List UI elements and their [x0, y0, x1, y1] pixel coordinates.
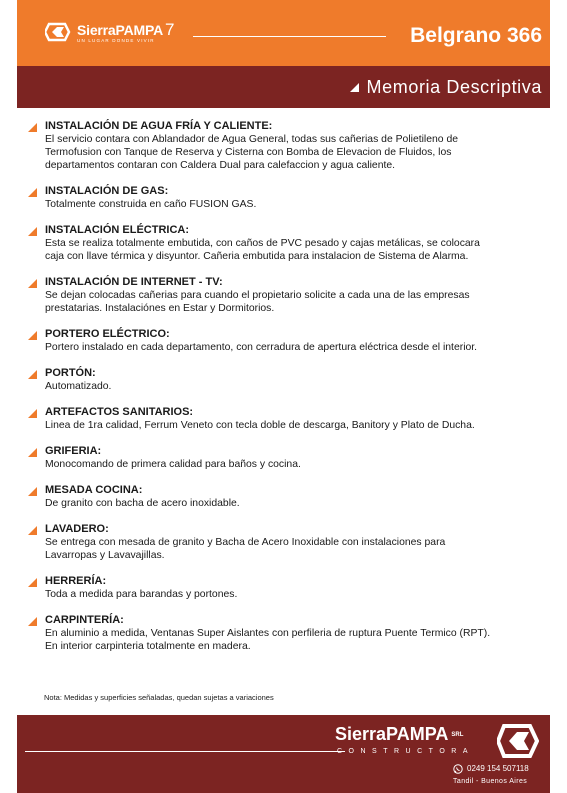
spec-item: [27, 445, 547, 471]
footer-band: [17, 715, 550, 793]
footer-brand-name: SierraPAMPA: [335, 724, 449, 744]
spec-item: [27, 575, 547, 601]
footer-city: Tandil - Buenos Aires: [453, 778, 528, 785]
spec-item: [27, 328, 547, 354]
document-page: [17, 0, 550, 793]
spec-item: [27, 120, 547, 172]
spec-item: [27, 367, 547, 393]
building-title: Belgrano 366: [410, 24, 542, 47]
spec-item: [27, 276, 547, 315]
whatsapp-icon: [453, 764, 463, 774]
triangle-bullet-icon: [28, 370, 37, 379]
footer-constructora: CONSTRUCTORA: [337, 748, 474, 755]
spec-item-title: PORTERO ELÉCTRICO:: [45, 328, 170, 340]
spec-item: [27, 484, 547, 510]
triangle-bullet-icon: [28, 487, 37, 496]
spec-item-title: PORTÓN:: [45, 367, 96, 379]
spec-item-title: GRIFERIA:: [45, 445, 102, 457]
spec-item-text: Monocomando de primera calidad para baños y cocina.: [45, 459, 301, 470]
logo-brand-number: 7: [164, 20, 175, 39]
spec-item-text: Linea de 1ra calidad, Ferrum Veneto con tecla doble de descarga, Banitory y Plato de Ducha.: [45, 420, 475, 431]
spec-item-text: Se dejan colocadas cañerias para cuando el propietario solicite a cada una de las empresas prestatarias. Instalaciónes en Estar y Dormitorios.: [45, 290, 470, 314]
spec-item-title: ARTEFACTOS SANITARIOS:: [45, 406, 194, 418]
spec-item-text: El servicio contara con Ablandador de Agua General, todas sus cañerias de Polietileno de Termofusion con Tanque de Reserva y Cisterna con Bomba de Elevacion de Fluidos, los departamentos contaran con Caldera Dual para calefaccion y agua caliente.: [45, 134, 459, 171]
spec-item-text: Toda a medida para barandas y portones.: [45, 589, 238, 600]
spec-item: [27, 614, 547, 653]
triangle-bullet-icon: [28, 448, 37, 457]
spec-item-text: Totalmente construida en caño FUSION GAS.: [45, 199, 257, 210]
triangle-bullet-icon: [28, 188, 37, 197]
footer-divider-line: [25, 751, 345, 752]
spec-item-title: INSTALACIÓN DE GAS:: [45, 185, 169, 197]
spec-item-text: Portero instalado en cada departamento, con cerradura de apertura eléctrica desde el interior.: [45, 342, 478, 353]
footer-srl: SRL: [451, 732, 464, 739]
spec-item-title: HERRERÍA:: [45, 575, 107, 587]
triangle-bullet-icon: [28, 279, 37, 288]
spec-item-text: Se entrega con mesada de granito y Bacha de Acero Inoxidable con instalaciones para Lavarropas y Lavavajillas.: [45, 537, 446, 561]
section-title: Memoria Descriptiva: [366, 77, 542, 97]
spec-item-title: MESADA COCINA:: [45, 484, 143, 496]
triangle-bullet-icon: [28, 578, 37, 587]
spec-item: [27, 224, 547, 263]
spec-item-text: Esta se realiza totalmente embutida, con caños de PVC pesado y cajas metálicas, se colocara caja con llave térmica y disyuntor. Cañeria embutida para instalacion de Sistema de Alarma.: [45, 238, 480, 262]
triangle-bullet-icon: [28, 227, 37, 236]
spec-item-title: CARPINTERÍA:: [45, 614, 124, 626]
spec-item-title: INSTALACIÓN ELÉCTRICA:: [45, 224, 190, 236]
triangle-bullet-icon: [28, 409, 37, 418]
spec-item: [27, 523, 547, 562]
spec-item: [27, 185, 547, 211]
logo-brand-name: SierraPAMPA: [77, 22, 163, 38]
spec-item-text: Automatizado.: [45, 381, 112, 392]
spec-item-text: En aluminio a medida, Ventanas Super Aislantes con perfileria de ruptura Puente Termico (RPT). En interior carpinteria totalmente en madera.: [45, 628, 491, 652]
header-divider-line: [193, 36, 386, 37]
triangle-bullet-icon: [350, 83, 359, 92]
logo-tagline: UN LUGAR DONDE VIVIR: [77, 38, 155, 43]
spec-item-title: LAVADERO:: [45, 523, 109, 535]
footer-phone: [453, 763, 529, 775]
triangle-bullet-icon: [28, 331, 37, 340]
spec-item-title: INSTALACIÓN DE INTERNET - TV:: [45, 276, 223, 288]
header-band: [17, 0, 550, 66]
spec-list: [27, 120, 547, 666]
triangle-bullet-icon: [28, 526, 37, 535]
triangle-bullet-icon: [28, 617, 37, 626]
footer-phone-number: 0249 154 507118: [467, 764, 529, 773]
spec-item-title: INSTALACIÓN DE AGUA FRÍA Y CALIENTE:: [45, 120, 273, 132]
spec-item-text: De granito con bacha de acero inoxidable.: [45, 498, 240, 509]
logo-mark-icon: [45, 22, 71, 42]
triangle-bullet-icon: [28, 123, 37, 132]
variations-note: Nota: Medidas y superficies señaladas, quedan sujetas a variaciones: [44, 693, 274, 702]
logo-mark-icon: [497, 723, 539, 759]
spec-item: [27, 406, 547, 432]
header-logo: [45, 22, 174, 52]
section-heading: [350, 74, 542, 100]
